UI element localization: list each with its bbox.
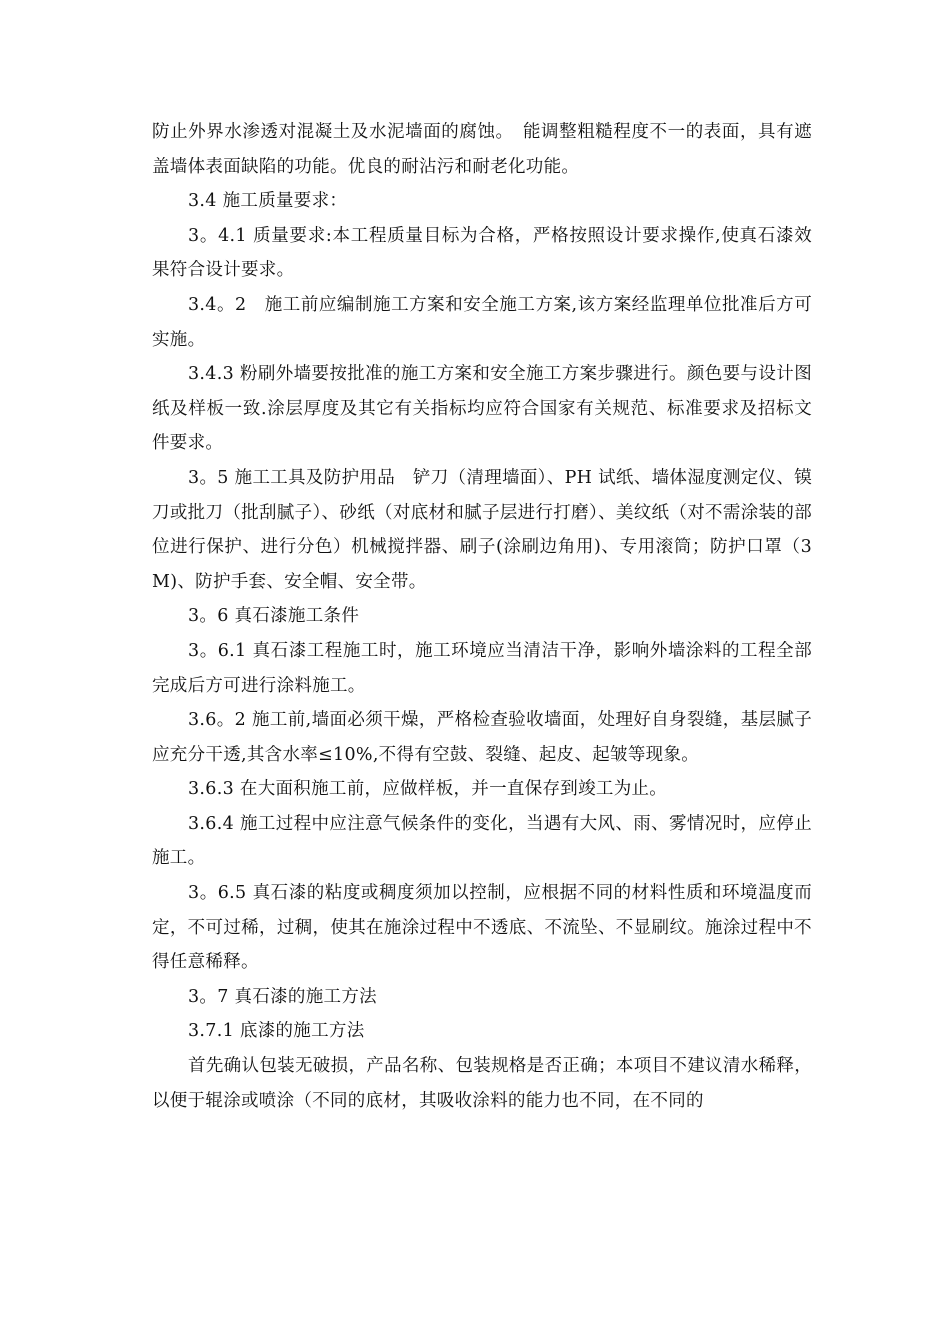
paragraph-3-6-1: 3。6.1 真石漆工程施工时，施工环境应当清洁干净，影响外墙涂料的工程全部完成后方可进行涂料施工。 [152, 640, 812, 696]
paragraph-3-5-tools: 3。5 施工工具及防护用品 铲刀（清理墙面）、PH 试纸、墙体湿度测定仪、镆刀或批刀（批刮腻子）、砂纸（对底材和腻子层进行打磨）、美纹纸（对不需涂装的部位进行保护、进行分色）机械搅拌器、刷子(涂刷边角用)、专用滚筒；防护口罩（3M)、防护手套、安全帽、安全带。 [152, 467, 812, 592]
paragraph-3-4-1: 3。4.1 质量要求:本工程质量目标为合格，严格按照设计要求操作,使真石漆效果符合设计要求。 [152, 225, 812, 281]
heading-3-7-1-primer: 3.7.1 底漆的施工方法 [188, 1021, 365, 1042]
heading-3-4-quality-requirements: 3.4 施工质量要求： [188, 191, 348, 212]
paragraph-3-6-2: 3.6。2 施工前,墙面必须干燥，严格检查验收墙面，处理好自身裂缝，基层腻子应充分干透,其含水率≤10%,不得有空鼓、裂缝、起皮、起皱等现象。 [152, 710, 812, 765]
paragraph-3-4-2: 3.4。2 施工前应编制施工方案和安全施工方案,该方案经监理单位批准后方可实施。 [152, 294, 812, 350]
paragraph-3-6-3: 3.6.3 在大面积施工前，应做样板，并一直保存到竣工为止。 [188, 779, 668, 800]
document-body [152, 115, 812, 1118]
paragraph-3-6-5: 3。6.5 真石漆的粘度或稠度须加以控制，应根据不同的材料性质和环境温度而定，不可过稀，过稠，使其在施涂过程中不透底、不流坠、不显刷纹。施涂过程中不得任意稀释。 [152, 883, 812, 973]
paragraph-primer-method: 首先确认包装无破损，产品名称、包装规格是否正确；本项目不建议清水稀释，以便于辊涂或喷涂（不同的底材，其吸收涂料的能力也不同，在不同的 [152, 1056, 812, 1111]
paragraph-3-4-3: 3.4.3 粉刷外墙要按批准的施工方案和安全施工方案步骤进行。颜色要与设计图纸及样板一致.涂层厚度及其它有关指标均应符合国家有关规范、标准要求及招标文件要求。 [152, 364, 812, 454]
heading-3-6-conditions: 3。6 真石漆施工条件 [188, 606, 360, 627]
heading-3-7-methods: 3。7 真石漆的施工方法 [188, 986, 377, 1007]
paragraph-3-6-4: 3.6.4 施工过程中应注意气候条件的变化，当遇有大风、雨、雾情况时，应停止施工。 [152, 813, 812, 869]
paragraph-waterproof-features: 防止外界水渗透对混凝土及水泥墙面的腐蚀。 能调整粗糙程度不一的表面，具有遮盖墙体表面缺陷的功能。优良的耐沾污和耐老化功能。 [152, 122, 812, 177]
